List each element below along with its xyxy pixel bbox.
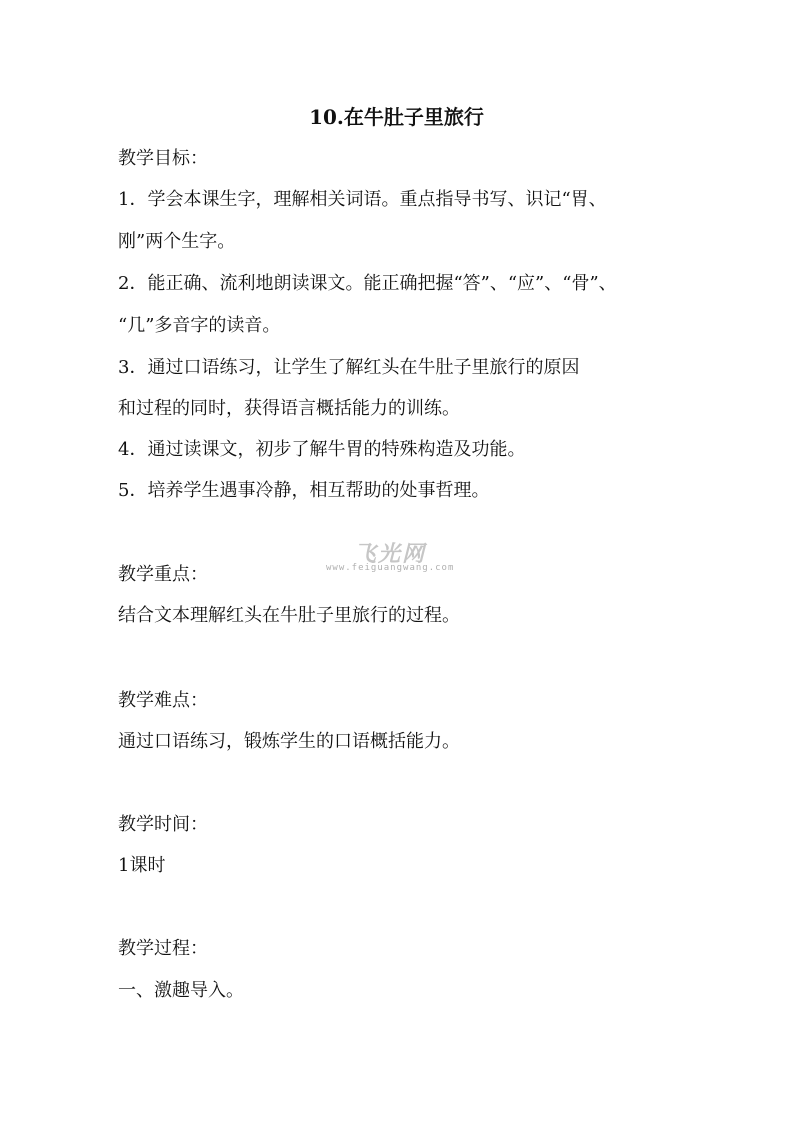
time-heading: 教学时间： [118, 814, 208, 835]
watermark-url: www.feiguangwang.com [326, 563, 455, 573]
goal-line-3: 2．能正确、流利地朗读课文。能正确把握“答”、“应”、“骨”、 [118, 273, 617, 294]
goal-line-2: 刚”两个生字。 [118, 231, 236, 252]
goal-line-4: “几”多音字的读音。 [118, 315, 281, 336]
goal-line-7: 4．通过读课文，初步了解牛胃的特殊构造及功能。 [118, 439, 526, 460]
watermark-logo [322, 535, 462, 585]
document-title: 10.在牛肚子里旅行 [309, 105, 484, 129]
time-content: 1课时 [118, 855, 166, 876]
key-points-content: 结合文本理解红头在牛肚子里旅行的过程。 [118, 605, 460, 626]
goal-line-1: 1．学会本课生字，理解相关词语。重点指导书写、识记“胃、 [118, 189, 607, 210]
process-heading: 教学过程： [118, 938, 208, 959]
process-step-1: 一、激趣导入。 [118, 980, 244, 1001]
goal-line-5: 3．通过口语练习，让学生了解红头在牛肚子里旅行的原因 [118, 357, 580, 378]
watermark-logo-text: 飞光网 [354, 542, 427, 567]
goals-heading: 教学目标： [118, 148, 208, 169]
difficulties-content: 通过口语练习，锻炼学生的口语概括能力。 [118, 731, 460, 752]
goal-line-6: 和过程的同时，获得语言概括能力的训练。 [118, 398, 460, 419]
difficulties-heading: 教学难点： [118, 690, 208, 711]
goal-line-8: 5．培养学生遇事冷静，相互帮助的处事哲理。 [118, 480, 490, 501]
key-points-heading: 教学重点： [118, 564, 208, 585]
